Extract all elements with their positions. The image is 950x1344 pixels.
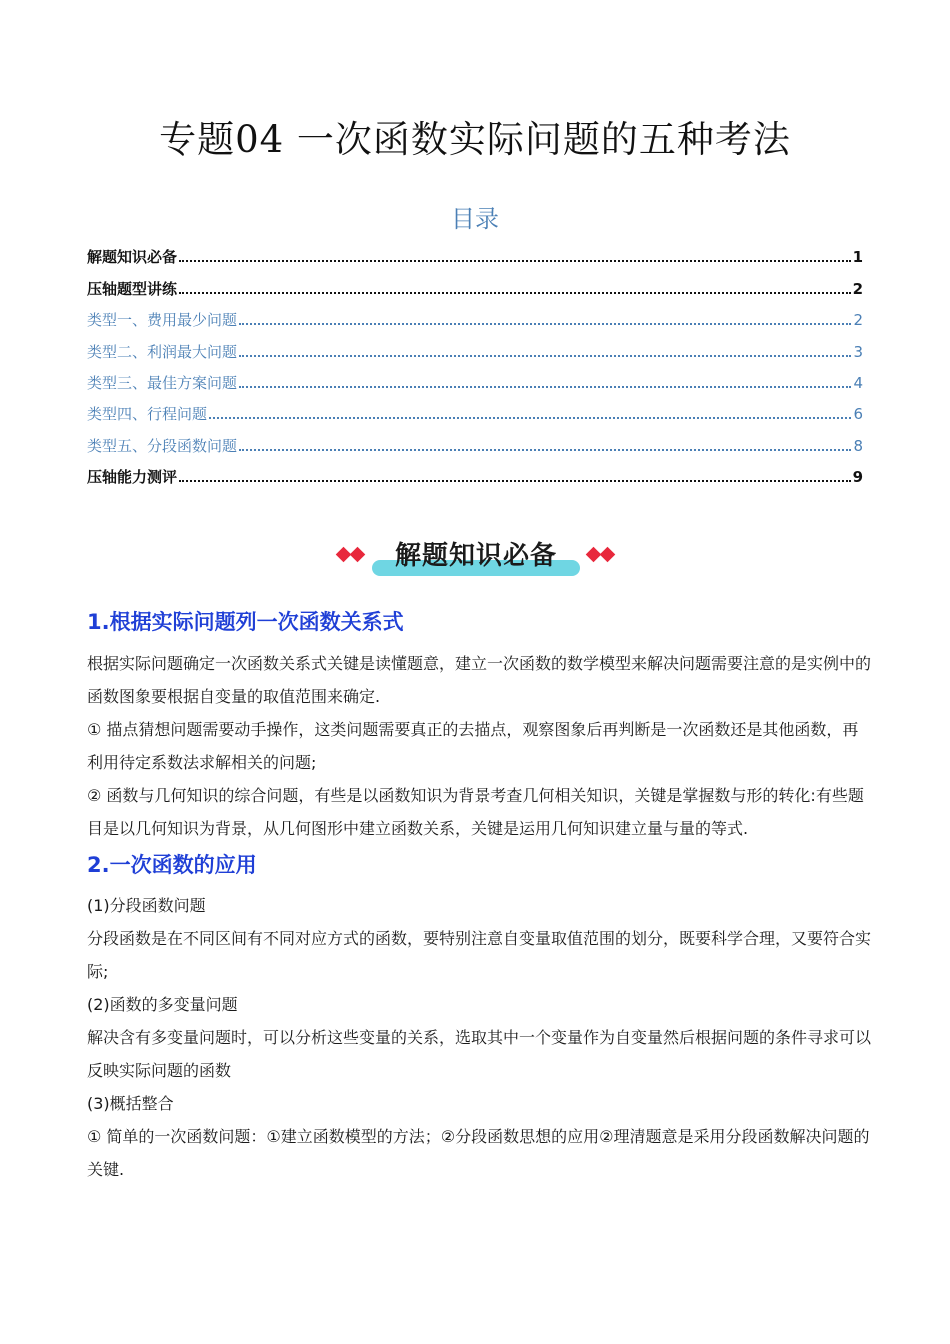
toc-leader-dots <box>239 323 851 325</box>
toc-entry-page: 2 <box>853 311 863 330</box>
toc-entry-page: 4 <box>853 373 863 392</box>
toc-entry-label: 类型四、行程问题 <box>87 405 208 424</box>
toc-entry-label: 类型一、费用最少问题 <box>87 311 238 330</box>
paragraph: 解决含有多变量问题时，可以分析这些变量的关系，选取其中一个变量作为自变量然后根据问题的条件寻求可以反映实际问题的函数 <box>87 1028 872 1080</box>
toc-entry[interactable] <box>87 299 863 330</box>
section-banner <box>336 536 618 580</box>
toc-entry-label: 类型二、利润最大问题 <box>87 342 238 361</box>
paragraph: 根据实际问题确定一次函数关系式关键是读懂题意，建立一次函数的数学模型来解决问题需要注意的是实例中的函数图象要根据自变量的取值范围来确定. <box>87 654 872 706</box>
toc-leader-dots <box>179 480 851 482</box>
document-title: 专题04 一次函数实际问题的五种考法 <box>159 118 791 161</box>
toc-entry-label: 压轴能力测评 <box>87 468 178 487</box>
toc-leader-dots <box>239 355 851 357</box>
toc-entry-page: 8 <box>853 436 863 455</box>
paragraph: ① 描点猜想问题需要动手操作，这类问题需要真正的去描点，观察图象后再判断是一次函数还是其他函数，再利用待定系数法求解相关的问题; <box>87 720 859 772</box>
diamond-icon <box>600 547 616 563</box>
toc-entry-label: 类型三、最佳方案问题 <box>87 373 238 392</box>
toc-entry-page: 1 <box>852 248 863 267</box>
toc-entry-page: 9 <box>852 468 863 487</box>
toc-leader-dots <box>209 417 851 419</box>
banner-title: 解题知识必备 <box>394 541 557 571</box>
toc-entry[interactable] <box>87 424 863 455</box>
toc-entry-label: 类型五、分段函数问题 <box>87 436 238 455</box>
toc-leader-dots <box>179 292 851 294</box>
toc-entry[interactable] <box>87 330 863 361</box>
paragraph: (3)概括整合 <box>87 1094 174 1113</box>
toc-entry[interactable] <box>87 393 863 424</box>
toc-leader-dots <box>239 449 851 451</box>
section-heading: 1.根据实际问题列一次函数关系式 <box>87 610 404 634</box>
paragraph: (1)分段函数问题 <box>87 896 206 915</box>
toc-entry-label: 解题知识必备 <box>87 248 178 267</box>
table-of-contents <box>87 236 863 487</box>
toc-entry-page: 2 <box>852 279 863 298</box>
paragraph: ② 函数与几何知识的综合问题，有些是以函数知识为背景考查几何相关知识，关键是掌握数与形的转化:有些题目是以几何知识为背景，从几何图形中建立函数关系，关键是运用几何知识建立量与量的等式. <box>87 786 864 838</box>
toc-entry-page: 3 <box>853 342 863 361</box>
toc-entry-page: 6 <box>853 405 863 424</box>
toc-entry[interactable] <box>87 456 863 487</box>
paragraph: 分段函数是在不同区间有不同对应方式的函数，要特别注意自变量取值范围的划分，既要科学合理，又要符合实际; <box>87 929 872 981</box>
diamond-icon <box>350 547 366 563</box>
toc-entry[interactable] <box>87 267 863 298</box>
toc-heading: 目录 <box>451 205 499 233</box>
toc-entry-label: 压轴题型讲练 <box>87 279 178 298</box>
toc-entry[interactable] <box>87 236 863 267</box>
toc-leader-dots <box>179 260 851 262</box>
paragraph: ① 简单的一次函数问题：①建立函数模型的方法；②分段函数思想的应用②理清题意是采用分段函数解决问题的关键. <box>87 1127 870 1179</box>
toc-entry[interactable] <box>87 362 863 393</box>
toc-leader-dots <box>239 386 851 388</box>
section-heading: 2.一次函数的应用 <box>87 853 257 877</box>
paragraph: (2)函数的多变量问题 <box>87 995 238 1014</box>
